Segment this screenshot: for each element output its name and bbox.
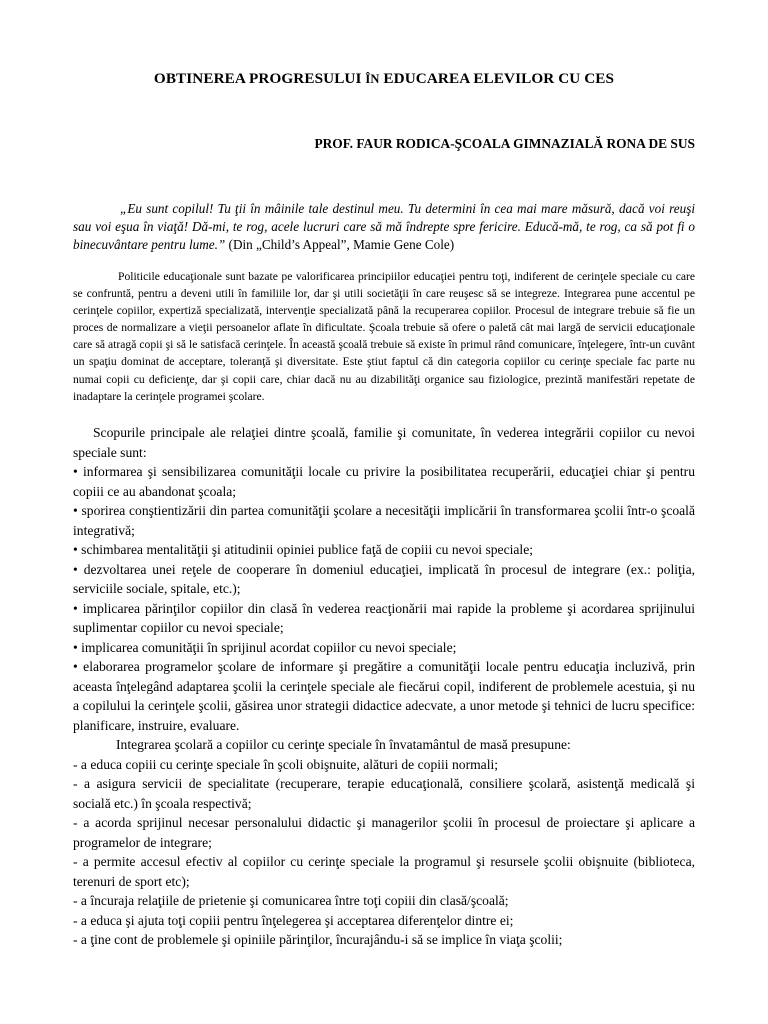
title-text-end: EDUCAREA ELEVILOR CU CES [379,70,615,87]
objectives-intro: Scopurile principale ale relaţiei dintre şcoală, familie şi comunitate, în vederea integrării copiilor cu nevoi speciale sunt: [73,425,695,460]
dash-item: - a educa copiii cu cerinţe speciale în şcoli obişnuite, alături de copiii normali; [73,756,499,772]
bullet-item: • implicarea părinţilor copiilor din clasă în vederea reacţionării mai rapide la probleme şi acordarea sprijinului suplimentar copiilor cu nevoi speciale; [73,600,695,635]
main-body [73,423,695,950]
title-text-start: OBTINEREA PROGRESULUI [153,70,366,87]
bullet-item: • sporirea conştientizării din partea comunităţii şcolare a necesităţii implicării în transformarea şcolii într-o şcoală integrativă; [73,503,695,538]
bullet-item: • elaborarea programelor şcolare de informare şi pregătire a comunităţii locale pentru educaţia incluzivă, prin aceasta înţelegând adaptarea şcolii la cerinţele speciale ale fiecărui copil, indiferent de problemele acestuia, şi nu a copilului la cerinţele şcolii, găsirea unor strategii didactice adecvate, a unor metode şi tehnici de lucru specifice: planificare, instruire, evaluare. [73,659,695,733]
dash-item: - a educa şi ajuta toţi copiii pentru înţelegerea şi acceptarea diferenţelor dintre ei; [73,912,514,928]
dash-item: - a acorda sprijinul necesar personalului didactic şi managerilor şcolii în procesul de proiectare şi aplicare a programelor de integrare; [73,815,695,850]
dash-item: - a ţine cont de problemele şi opiniile părinţilor, încurajându-i să se implice în viaţa şcolii; [73,932,563,947]
intro-paragraph: Politicile educaţionale sunt bazate pe valorificarea principiilor educaţiei pentru toţi, indiferent de cerinţele speciale cu care se confruntă, pentru a deveni utili în familiile lor, dar şi utili societăţii în care reuşesc să se integreze. Integrarea pune accentul pe cerinţele copiilor, expertiză specializată, intervenţie specializată până la recuperarea copiilor. Procesul de integrare trebuie să fie un proces de normalizare a vieţii persoanelor aflate în dificultate. Şcoala trebuie să ofere o paletă cât mai largă de servicii educaţionale care să atragă copii şi să le satisfacă cerinţele. În această şcoală trebuie să existe în primul rând comunicare, înţelegere, într-un cuvânt un spaţiu dominat de acceptare, toleranţă şi diversitate. Este ştiut faptul că din categoria copiilor cu cerinţe speciale fac parte nu numai copii cu deficienţe, dar şi copii care, chiar dacă nu au dizabilităţi organice sau fiziologice, prezintă manifestări repetate de inadaptare la cerinţele programei şcolare. [73,270,695,403]
integration-intro: Integrarea şcolară a copiilor cu cerinţe speciale în învatamântul de masă presupune: [116,737,571,752]
dash-item: - a asigura servicii de specialitate (recuperare, terapie educaţională, consiliere şcolară, asistenţă medicală şi socială etc.) în şcoala respectivă; [73,776,695,811]
bullet-item: • informarea şi sensibilizarea comunităţii locale cu privire la posibilitatea recuperării, educaţiei chiar şi pentru copiii ce au abandonat şcoala; [73,464,695,499]
document-title [113,70,655,88]
epigraph-quote [73,200,695,254]
quote-source: (Din „Child’s Appeal”, Mamie Gene Cole) [225,237,455,252]
title-text-small: ÎN [365,72,380,86]
dash-item: - a permite accesul efectiv al copiilor cu cerinţe speciale la programul şi resursele şcolii obişnuite (biblioteca, terenuri de sport etc); [73,854,695,889]
quote-text: „Eu sunt copilul! Tu ţii în mâinile tale destinul meu. Tu determini în cea mai mare măsură, dacă voi reuşi sau voi eşua în viaţă! Dă-mi, te rog, acele lucruri care să mă îndrepte spre fericire. Educă-mă, te rog, ca să pot fi o binecuvântare pentru lume.” [73,201,695,252]
bullet-item: • schimbarea mentalităţii şi atitudinii opiniei publice faţă de copiii cu nevoi speciale; [73,542,534,557]
bullet-item: • implicarea comunităţii în sprijinul acordat copiilor cu nevoi speciale; [73,639,457,655]
bullet-item: • dezvoltarea unei reţele de cooperare în domeniul educaţiei, implicată în procesul de integrare (ex.: poliţia, serviciile sociale, spitale, etc.); [73,561,695,596]
dash-item: - a încuraja relaţiile de prietenie şi comunicarea între toţi copiii din clasă/şcoală; [73,893,509,908]
author-line: PROF. FAUR RODICA-ŞCOALA GIMNAZIALĂ RONA DE SUS [314,136,695,151]
